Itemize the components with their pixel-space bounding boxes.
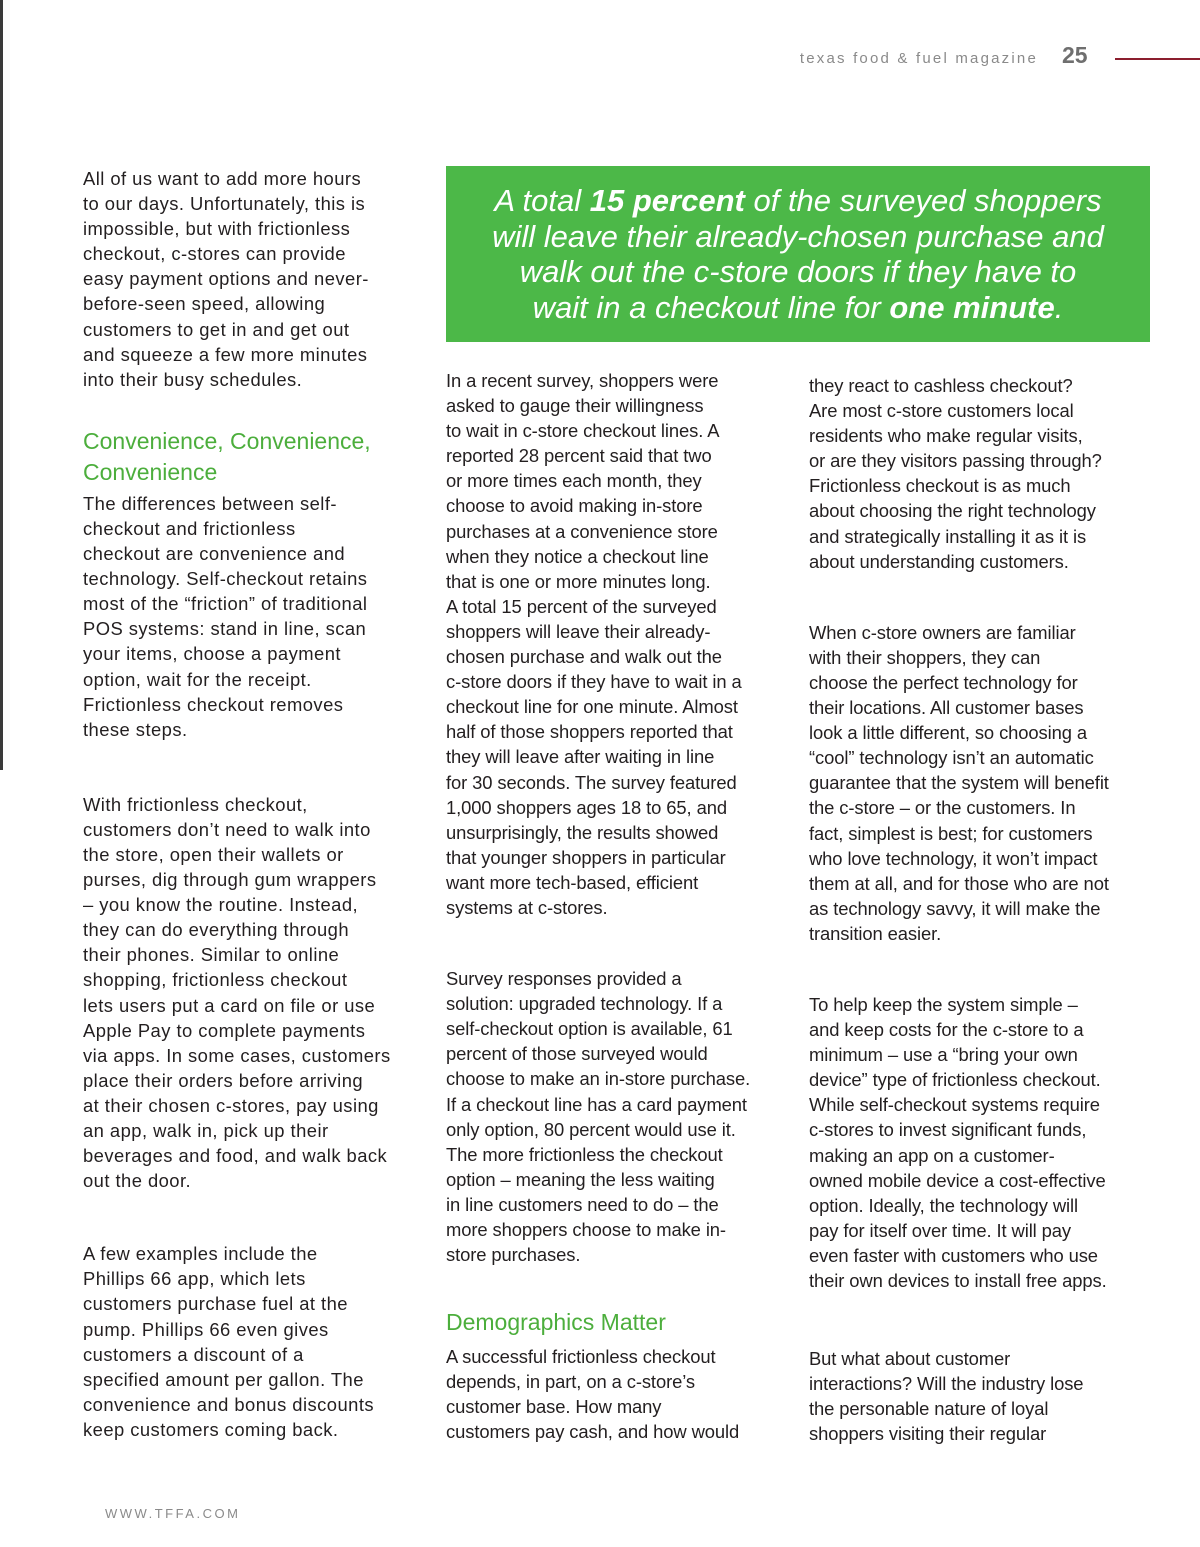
column-1 [83,166,413,1442]
text-line: their locations. All customer bases [809,697,1084,719]
text-line: owned mobile device a cost-effective [809,1169,1106,1191]
text-line: via apps. In some cases, customers [83,1044,391,1066]
text-line: customers a discount of a [83,1343,304,1365]
text-line: pay for itself over time. It will pay [809,1219,1072,1241]
text-line: at their chosen c-stores, pay using [83,1094,379,1116]
text-line: The differences between self- [83,492,337,514]
paragraph [83,792,413,1194]
text-line: choose the perfect technology for [809,671,1078,693]
section-heading: Demographics Matter [446,1309,666,1336]
text-line: A successful frictionless checkout [446,1346,716,1368]
text-line: asked to gauge their willingness [446,395,704,417]
text-line: them at all, and for those who are not [809,872,1109,894]
text-line: purses, dig through gum wrappers [83,869,377,891]
text-line: when they notice a checkout line [446,545,709,567]
text-line: as technology savvy, it will make the [809,897,1101,919]
pull-quote-emphasis: 15 percent [589,183,745,218]
text-line: To help keep the system simple – [809,993,1078,1015]
text-line: While self-checkout systems require [809,1094,1100,1116]
section-heading [83,426,413,488]
paragraph [809,992,1149,1293]
text-line: A total 15 percent of the surveyed [446,595,717,617]
header-rule [1115,58,1200,60]
text-line: only option, 80 percent would use it. [446,1118,736,1140]
text-line: convenience and bonus discounts [83,1393,375,1415]
text-line: these steps. [83,718,188,740]
text-line: pump. Phillips 66 even gives [83,1318,329,1340]
text-line: “cool” technology isn’t an automatic [809,747,1094,769]
text-line: With frictionless checkout, [83,793,308,815]
paragraph [446,966,781,1267]
text-line: their own devices to install free apps. [809,1270,1107,1291]
text-line: customers pay cash, and how would [446,1421,740,1443]
footer-website: WWW.TFFA.COM [105,1506,241,1521]
text-line: shoppers will leave their already- [446,620,711,642]
text-line: want more tech-based, efficient [446,871,699,893]
text-line: even faster with customers who use [809,1244,1098,1266]
text-line: reported 28 percent said that two [446,445,712,467]
text-line: option, wait for the receipt. [83,668,312,690]
pull-quote-text: walk out the c-store doors if they have to [519,254,1077,289]
text-line: making an app on a customer- [809,1144,1055,1166]
text-line: purchases at a convenience store [446,520,718,542]
text-line: 1,000 shoppers ages 18 to 65, and [446,796,727,818]
text-line: and squeeze a few more minutes [83,343,368,365]
text-line: shoppers visiting their regular [809,1423,1047,1445]
text-line: who love technology, it won’t impact [809,847,1098,869]
text-line: chosen purchase and walk out the [446,646,722,668]
text-line: customer base. How many [446,1396,662,1418]
text-line: c-stores to invest significant funds, [809,1119,1087,1141]
paragraph [446,1344,781,1444]
text-line: in line customers need to do – the [446,1193,719,1215]
text-line: half of those shoppers reported that [446,721,733,743]
text-line: A few examples include the [83,1243,318,1265]
text-line: depends, in part, on a c-store’s [446,1371,695,1393]
text-line: they can do everything through [83,919,350,941]
text-line: customers to get in and get out [83,318,350,340]
text-line: The more frictionless the checkout [446,1143,723,1165]
paragraph [83,166,413,392]
text-line: or more times each month, they [446,470,702,492]
text-line: option. Ideally, the technology will [809,1194,1079,1216]
text-line: with their shoppers, they can [809,646,1041,668]
text-line: or are they visitors passing through? [809,450,1102,472]
text-line: Convenience [83,458,218,485]
page-edge-shadow [0,0,3,770]
text-line: to our days. Unfortunately, this is [83,193,366,215]
paragraph [83,491,413,742]
text-line: When c-store owners are familiar [809,621,1076,643]
text-line: choose to avoid making in-store [446,495,703,517]
text-line: Frictionless checkout is as much [809,475,1071,497]
text-line: self-checkout option is available, 61 [446,1018,733,1040]
text-line: for 30 seconds. The survey featured [446,771,737,793]
pull-quote-text: A total [494,183,590,218]
text-line: the c-store – or the customers. In [809,797,1076,819]
column-3 [809,373,1149,1446]
text-line: place their orders before arriving [83,1069,364,1091]
text-line: more shoppers choose to make in- [446,1219,726,1240]
text-line: store purchases. [446,1244,581,1266]
text-line: their phones. Similar to online [83,944,340,966]
text-line: interactions? Will the industry lose [809,1373,1084,1395]
text-line: Frictionless checkout removes [83,693,344,715]
text-line: technology. Self-checkout retains [83,568,368,590]
pull-quote-emphasis: one minute [889,289,1055,325]
text-line: systems at c-stores. [446,896,608,918]
text-line: shopping, frictionless checkout [83,969,348,991]
paragraph [809,620,1149,946]
text-line: the store, open their wallets or [83,843,344,865]
text-line: c-store doors if they have to wait in a [446,671,742,693]
text-line: customers purchase fuel at the [83,1293,348,1315]
text-line: checkout and frictionless [83,517,296,539]
text-line: keep customers coming back. [83,1418,339,1440]
text-line: solution: upgraded technology. If a [446,993,723,1015]
text-line: customers don’t need to walk into [83,818,371,840]
text-line: most of the “friction” of traditional [83,593,368,615]
text-line: impossible, but with frictionless [83,218,351,240]
text-line: the personable nature of loyal [809,1398,1049,1420]
text-line: before-seen speed, allowing [83,293,326,315]
text-line: that is one or more minutes long. [446,570,711,592]
paragraph [809,1346,1149,1446]
text-line: Apple Pay to complete payments [83,1019,366,1041]
text-line: checkout line for one minute. Almost [446,696,738,718]
text-line: lets users put a card on file or use [83,994,376,1016]
text-line: specified amount per gallon. The [83,1368,364,1390]
text-line: All of us want to add more hours [83,168,362,189]
text-line: about choosing the right technology [809,500,1096,522]
text-line: percent of those surveyed would [446,1043,708,1065]
text-line: fact, simplest is best; for customers [809,822,1093,844]
text-line: beverages and food, and walk back [83,1145,388,1167]
text-line: In a recent survey, shoppers were [446,370,719,391]
text-line: option – meaning the less waiting [446,1168,715,1190]
text-line: minimum – use a “bring your own [809,1044,1078,1066]
text-line: easy payment options and never- [83,268,369,290]
text-line: unsurprisingly, the results showed [446,821,719,843]
text-line: Are most c-store customers local [809,400,1074,422]
text-line: they react to cashless checkout? [809,375,1073,396]
text-line: they will leave after waiting in line [446,746,715,768]
text-line: Survey responses provided a [446,968,682,990]
text-line: that younger shoppers in particular [446,846,726,868]
text-line: choose to make an in-store purchase. [446,1068,751,1090]
text-line: – you know the routine. Instead, [83,894,359,916]
text-line: guarantee that the system will benefit [809,772,1109,794]
text-line: If a checkout line has a card payment [446,1093,747,1115]
text-line: device” type of frictionless checkout. [809,1069,1101,1091]
text-line: But what about customer [809,1348,1011,1370]
paragraph [809,373,1149,574]
pull-quote-text: wait in a checkout line for [532,289,890,325]
text-line: into their busy schedules. [83,368,303,390]
text-line: checkout, c-stores can provide [83,243,346,265]
text-line: about understanding customers. [809,550,1069,572]
text-line: and strategically installing it as it is [809,525,1087,547]
column-2 [446,368,781,1445]
pull-quote [446,166,1150,342]
text-line: look a little different, so choosing a [809,722,1088,744]
text-line: transition easier. [809,922,942,944]
pull-quote-text: of the surveyed shoppers [744,183,1102,218]
text-line: Convenience, Convenience, [83,427,371,454]
text-line: your items, choose a payment [83,643,341,665]
pull-quote-text: . [1054,289,1064,325]
text-line: Phillips 66 app, which lets [83,1268,306,1290]
magazine-title: texas food & fuel magazine [799,50,1038,67]
page-number: 25 [1062,42,1088,68]
pull-quote-text: will leave their already-chosen purchase and [492,218,1104,254]
text-line: residents who make regular visits, [809,425,1083,447]
text-line: an app, walk in, pick up their [83,1120,329,1141]
text-line: out the door. [83,1170,192,1192]
text-line: to wait in c-store checkout lines. A [446,420,720,442]
text-line: and keep costs for the c-store to a [809,1019,1084,1041]
paragraph [83,1241,413,1442]
text-line: checkout are convenience and [83,543,346,565]
text-line: POS systems: stand in line, scan [83,618,367,640]
paragraph [446,368,781,920]
